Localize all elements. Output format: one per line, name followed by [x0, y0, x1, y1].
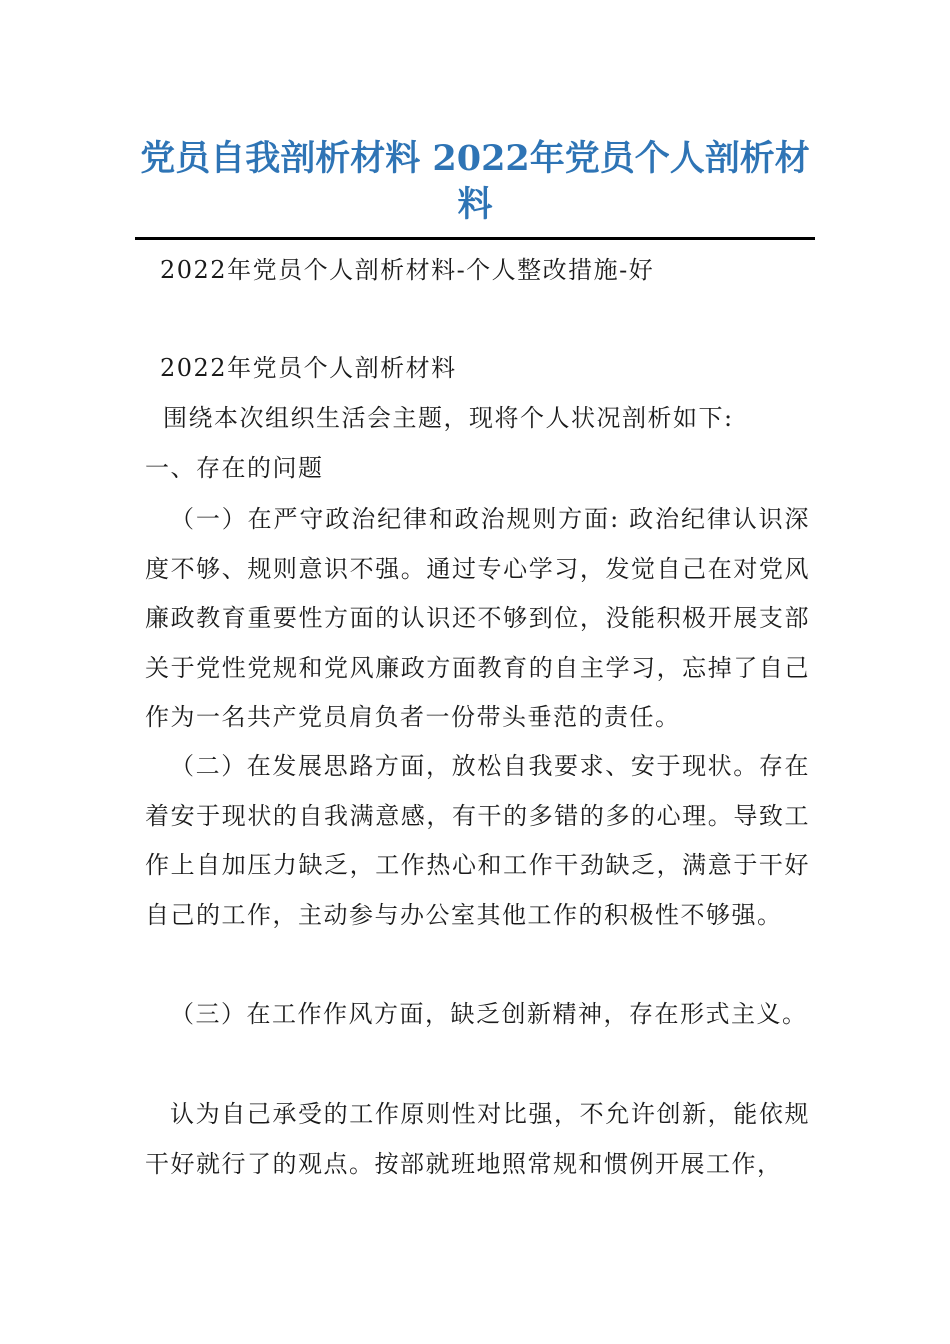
document-title: 党员自我剖析材料 2022年党员个人剖析材料 — [140, 138, 810, 225]
problem-item-3: （三）在工作作风方面，缺乏创新精神，存在形式主义。 — [170, 1000, 808, 1028]
problem-item-1: （一）在严守政治纪律和政治规则方面: 政治纪律认识深度不够、规则意识不强。通过专心学习，发觉自己在对党风廉政教育重要性方面的认识还不够到位，没能积极开展支部关于党性党规和党风廉政方面教育的自主学习，忘掉了自己作为一名共产党员肩负者一份带头垂范的责任。 — [145, 505, 810, 731]
intro-paragraph: 围绕本次组织生活会主题，现将个人状况剖析如下: — [163, 404, 734, 432]
problem-item-3-detail: 认为自己承受的工作原则性对比强，不允许创新，能依规干好就行了的观点。按部就班地照常规和惯例开展工作， — [145, 1100, 810, 1178]
document-subtitle: 2022年党员个人剖析材料-个人整改措施-好 — [160, 256, 655, 284]
problems-heading: 一、存在的问题 — [145, 454, 324, 482]
section-heading: 2022年党员个人剖析材料 — [160, 354, 457, 382]
problem-item-2: （二）在发展思路方面，放松自我要求、安于现状。存在着安于现状的自我满意感，有干的多错的多的心理。导致工作上自加压力缺乏，工作热心和工作干劲缺乏，满意于干好自己的工作，主动参与办公室其他工作的积极性不够强。 — [145, 752, 810, 929]
title-divider — [135, 237, 815, 240]
